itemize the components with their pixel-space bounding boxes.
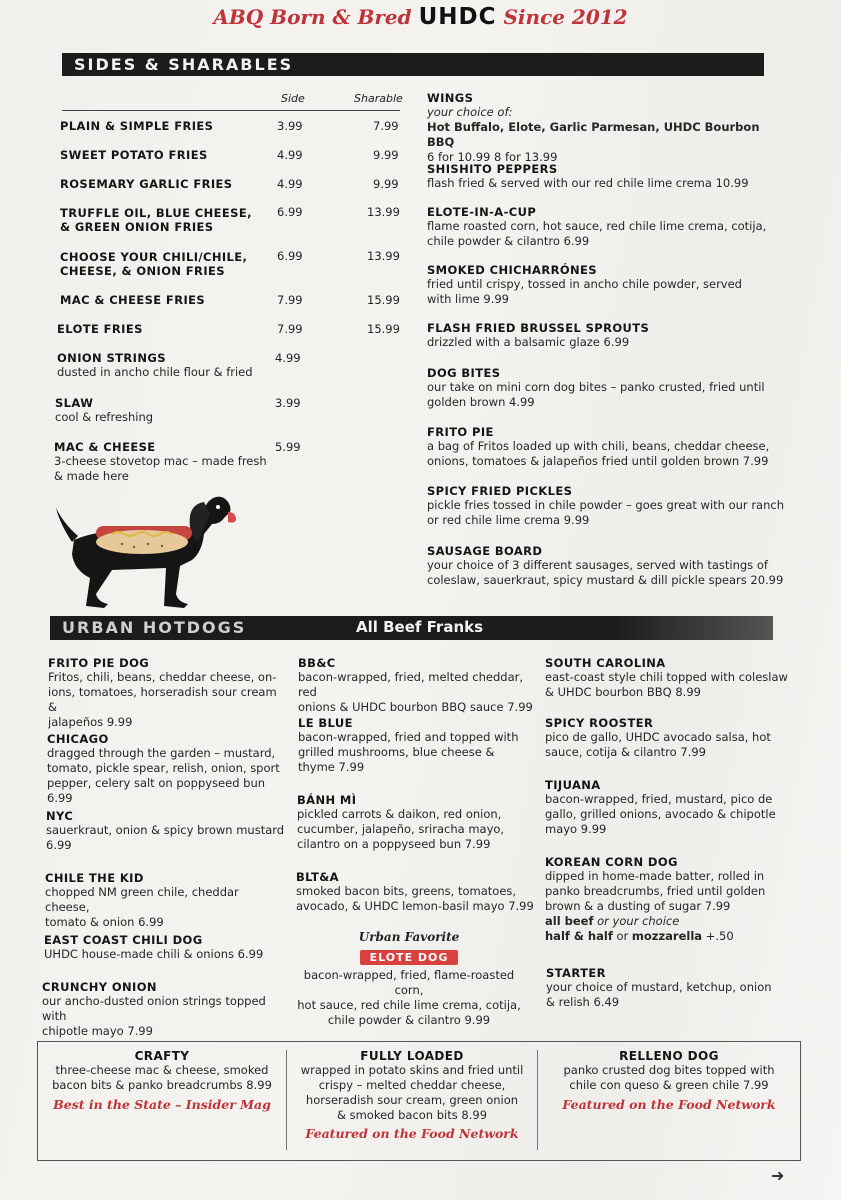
list-item: CHILE THE KID chopped NM green chile, cheddar cheese, tomato & onion 6.99 (45, 871, 239, 929)
list-item: TIJUANA bacon-wrapped, fried, mustard, pico de gallo, grilled onions, avocado & chipotle mayo 9.99 (545, 778, 776, 836)
list-item: LE BLUE bacon-wrapped, fried and topped with grilled mushrooms, blue cheese & thyme 7.99 (298, 716, 519, 774)
side-price: 4.99 (275, 351, 301, 365)
special-fully-loaded: FULLY LOADED wrapped in potato skins and fried until crispy – melted cheddar cheese, horseradish sour cream, green onion & smoked bacon bits 8.99 Featured on the Food Network (300, 1049, 524, 1141)
list-item: ELOTE FRIES (57, 322, 143, 336)
hotdogs-banner (50, 616, 773, 640)
specials-divider (286, 1050, 287, 1150)
list-item: STARTER your choice of mustard, ketchup, onion & relish 6.49 (546, 966, 772, 1009)
side-price: 5.99 (275, 440, 301, 454)
list-item: FLASH FRIED BRUSSEL SPROUTS drizzled with a balsamic glaze 6.99 (427, 321, 650, 349)
list-item: SWEET POTATO FRIES (60, 148, 208, 162)
list-item: SPICY FRIED PICKLES pickle fries tossed in chile powder – goes great with our ranch or red chile lime crema 9.99 (427, 484, 784, 527)
sides-divider (62, 110, 400, 111)
sharable-price: 9.99 (373, 177, 399, 191)
list-item: CHOOSE YOUR CHILI/CHILE, CHEESE, & ONION FRIES (60, 250, 248, 278)
list-item: BLT&A smoked bacon bits, greens, tomatoes, avocado, & UHDC lemon-basil mayo 7.99 (296, 870, 534, 913)
side-price: 4.99 (277, 177, 303, 191)
list-item: FRITO PIE DOG Fritos, chili, beans, cheddar cheese, on- ions, tomatoes, horseradish sour cream & jalapeños 9.99 (48, 656, 277, 729)
list-item: SLAW cool & refreshing (55, 396, 154, 424)
brand-logo: UHDC (418, 4, 497, 30)
list-item: TRUFFLE OIL, BLUE CHEESE, & GREEN ONION FRIES (60, 206, 252, 234)
side-price: 3.99 (277, 119, 303, 133)
sharable-price: 13.99 (367, 249, 400, 263)
list-item: SPICY ROOSTER pico de gallo, UHDC avocado salsa, hot sauce, cotija & cilantro 7.99 (545, 716, 771, 759)
list-item: PLAIN & SIMPLE FRIES (60, 119, 214, 133)
col-side-header: Side (281, 92, 305, 105)
special-relleno-dog: RELLENO DOG panko crusted dog bites topped with chile con queso & green chile 7.99 Featured on the Food Network (562, 1049, 776, 1112)
urban-favorite-label: Urban Favorite (358, 930, 460, 944)
list-item: SAUSAGE BOARD your choice of 3 different sausages, served with tastings of coleslaw, sauerkraut, spicy mustard & dill pickle spears 20.99 (427, 544, 784, 587)
list-item: FRITO PIE a bag of Fritos loaded up with chili, beans, cheddar cheese, onions, tomatoes & jalapeños fried until golden brown 7.99 (427, 425, 770, 468)
list-item: ROSEMARY GARLIC FRIES (60, 177, 233, 191)
side-price: 6.99 (277, 205, 303, 219)
elote-dog-badge: ELOTE DOG (360, 950, 459, 965)
side-price: 7.99 (277, 293, 303, 307)
list-item: WINGS your choice of: Hot Buffalo, Elote, Garlic Parmesan, UHDC Bourbon BBQ 6 for 10.99 8 for 13.99 (427, 91, 760, 164)
list-item: CRUNCHY ONION our ancho-dusted onion strings topped with chipotle mayo 7.99 (42, 980, 266, 1038)
list-item: EAST COAST CHILI DOG UHDC house-made chili & onions 6.99 (44, 933, 264, 961)
list-item: DOG BITES our take on mini corn dog bites – panko crusted, fried until golden brown 4.99 (427, 366, 765, 409)
sharable-price: 9.99 (373, 148, 399, 162)
sides-title: SIDES & SHARABLES (74, 55, 294, 74)
list-item: CHICAGO dragged through the garden – mustard, tomato, pickle spear, relish, onion, sport pepper, celery salt on poppyseed bun 6.99 (47, 732, 280, 805)
sharable-price: 15.99 (367, 293, 400, 307)
list-item: MAC & CHEESE 3-cheese stovetop mac – made fresh & made here (54, 440, 267, 483)
list-item: KOREAN CORN DOG dipped in home-made batter, rolled in panko breadcrumbs, fried until golden brown & a dusting of sugar 7.99 all beef or your choice half & half or mozzarella +.50 (545, 855, 795, 944)
korean-options-1: all beef or your choice (545, 914, 680, 928)
list-item: NYC sauerkraut, onion & spicy brown mustard 6.99 (46, 809, 285, 852)
side-price: 4.99 (277, 148, 303, 162)
tagline-left: ABQ Born & Bred (213, 5, 412, 29)
hotdogs-subtitle: All Beef Franks (356, 618, 484, 636)
list-item: BB&C bacon-wrapped, fried, melted cheddar, red onions & UHDC bourbon BBQ sauce 7.99 (298, 656, 533, 714)
sharable-price: 7.99 (373, 119, 399, 133)
list-item: ONION STRINGS dusted in ancho chile flour & fried (57, 351, 253, 379)
list-item: SMOKED CHICHARRÓNES fried until crispy, tossed in ancho chile powder, served with lime 9.99 (427, 263, 742, 306)
sharable-price: 15.99 (367, 322, 400, 336)
urban-favorite: Urban Favorite ELOTE DOG bacon-wrapped, fried, flame-roasted corn, hot sauce, red chile lime crema, cotija, chile powder & cilantro 9.99 (297, 930, 521, 1027)
list-item: ELOTE-IN-A-CUP flame roasted corn, hot sauce, red chile lime crema, cotija, chile powder & cilantro 6.99 (427, 205, 767, 248)
col-sharable-header: Sharable (354, 92, 403, 105)
side-price: 7.99 (277, 322, 303, 336)
side-price: 6.99 (277, 249, 303, 263)
specials-divider (537, 1050, 538, 1150)
list-item: MAC & CHEESE FRIES (60, 293, 206, 307)
list-item: BÁNH MÌ pickled carrots & daikon, red onion, cucumber, jalapeño, sriracha mayo, cilantro on a poppyseed bun 7.99 (297, 793, 505, 851)
tagline-right: Since 2012 (503, 5, 628, 29)
arrow-right-icon[interactable]: ➜ (771, 1166, 785, 1185)
header-tagline (0, 4, 841, 30)
hotdogs-title: URBAN HOTDOGS (62, 618, 247, 637)
korean-options-2: half & half or mozzarella +.50 (545, 929, 734, 943)
side-price: 3.99 (275, 396, 301, 410)
sides-banner (62, 53, 764, 76)
sharable-price: 13.99 (367, 205, 400, 219)
list-item: SHISHITO PEPPERS flash fried & served with our red chile lime crema 10.99 (427, 162, 749, 190)
list-item: SOUTH CAROLINA east-coast style chili topped with coleslaw & UHDC bourbon BBQ 8.99 (545, 656, 788, 699)
special-crafty: CRAFTY three-cheese mac & cheese, smoked bacon bits & panko breadcrumbs 8.99 Best in the State – Insider Mag (52, 1049, 272, 1112)
dachshund-hotdog-illustration (52, 494, 240, 610)
